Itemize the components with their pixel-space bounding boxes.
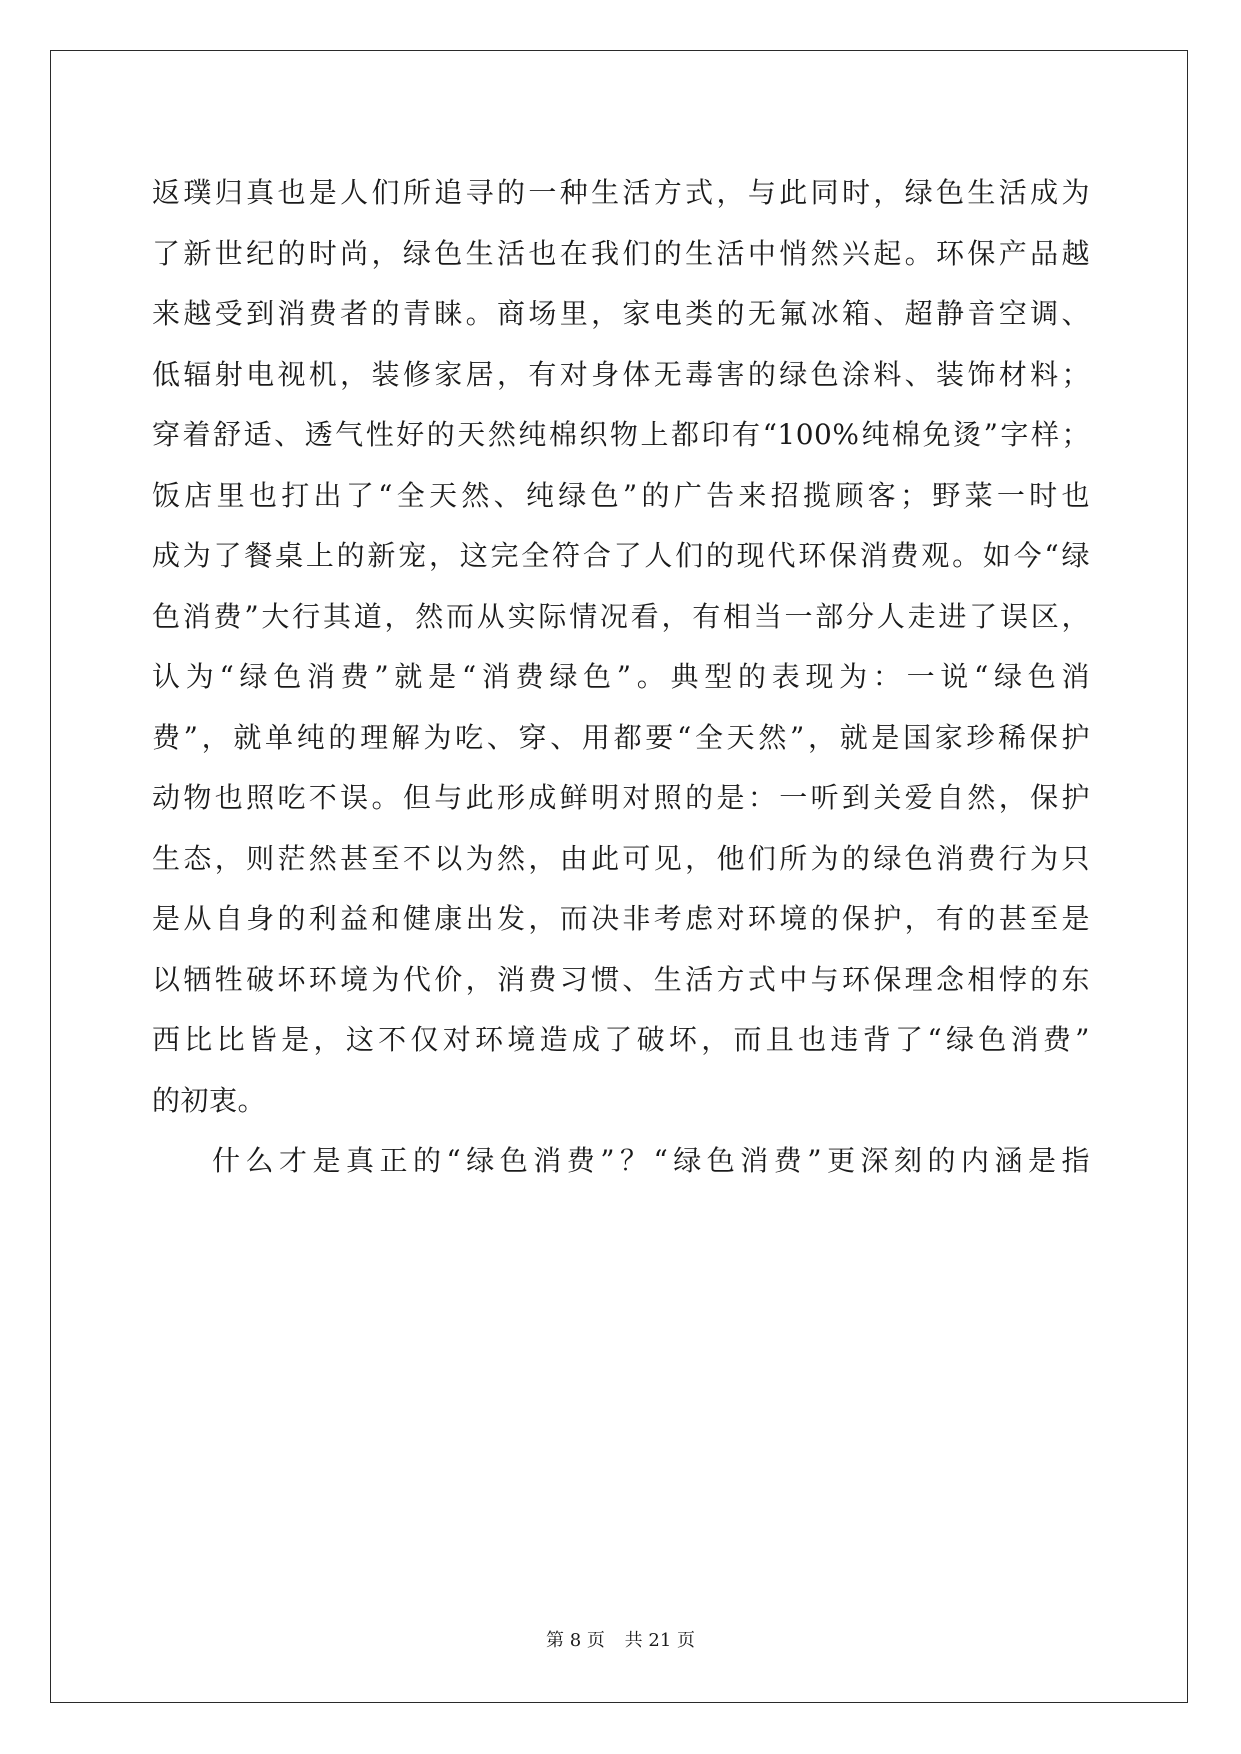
paragraph-line: 了新世纪的时尚，绿色生活也在我们的生活中悄然兴起。环保产品越 <box>152 236 1090 270</box>
paragraph-line: 以牺牲破坏环境为代价，消费习惯、生活方式中与环保理念相悖的东 <box>152 962 1090 996</box>
paragraph-line: 来越受到消费者的青睐。商场里，家电类的无氟冰箱、超静音空调、 <box>152 297 1090 330</box>
paragraph-line: 穿着舒适、透气性好的天然纯棉织物上都印有“100%纯棉免烫”字样； <box>152 418 1090 451</box>
page-number-footer <box>0 1626 1241 1652</box>
paragraph-line: 认为“绿色消费”就是“消费绿色”。典型的表现为：一说“绿色消 <box>152 660 1090 693</box>
paragraph-line: 低辐射电视机，装修家居，有对身体无毒害的绿色涂料、装饰材料； <box>152 357 1090 391</box>
page-total: 共 21 页 <box>624 1630 695 1651</box>
paragraph-line: 是从自身的利益和健康出发，而决非考虑对环境的保护，有的甚至是 <box>152 902 1090 935</box>
paragraph-line: 返璞归真也是人们所追寻的一种生活方式，与此同时，绿色生活成为 <box>152 176 1090 209</box>
paragraph-line: 什么才是真正的“绿色消费”？“绿色消费”更深刻的内涵是指 <box>212 1144 1090 1177</box>
document-body <box>152 163 1090 1192</box>
paragraph-line: 色消费”大行其道，然而从实际情况看，有相当一部分人走进了误区， <box>152 599 1090 633</box>
paragraph-line: 费”，就单纯的理解为吃、穿、用都要“全天然”，就是国家珍稀保护 <box>152 720 1090 754</box>
paragraph-line: 动物也照吃不误。但与此形成鲜明对照的是：一听到关爱自然，保护 <box>152 781 1090 814</box>
paragraph-line: 成为了餐桌上的新宠，这完全符合了人们的现代环保消费观。如今“绿 <box>152 539 1090 572</box>
page-number: 第 8 页 <box>546 1630 605 1651</box>
paragraph-line: 的初衷。 <box>152 1083 267 1117</box>
paragraph-line: 生态，则茫然甚至不以为然，由此可见，他们所为的绿色消费行为只 <box>152 841 1090 875</box>
paragraph-line: 饭店里也打出了“全天然、纯绿色”的广告来招揽顾客；野菜一时也 <box>152 478 1090 512</box>
paragraph-line: 西比比皆是，这不仅对环境造成了破坏，而且也违背了“绿色消费” <box>152 1023 1090 1056</box>
